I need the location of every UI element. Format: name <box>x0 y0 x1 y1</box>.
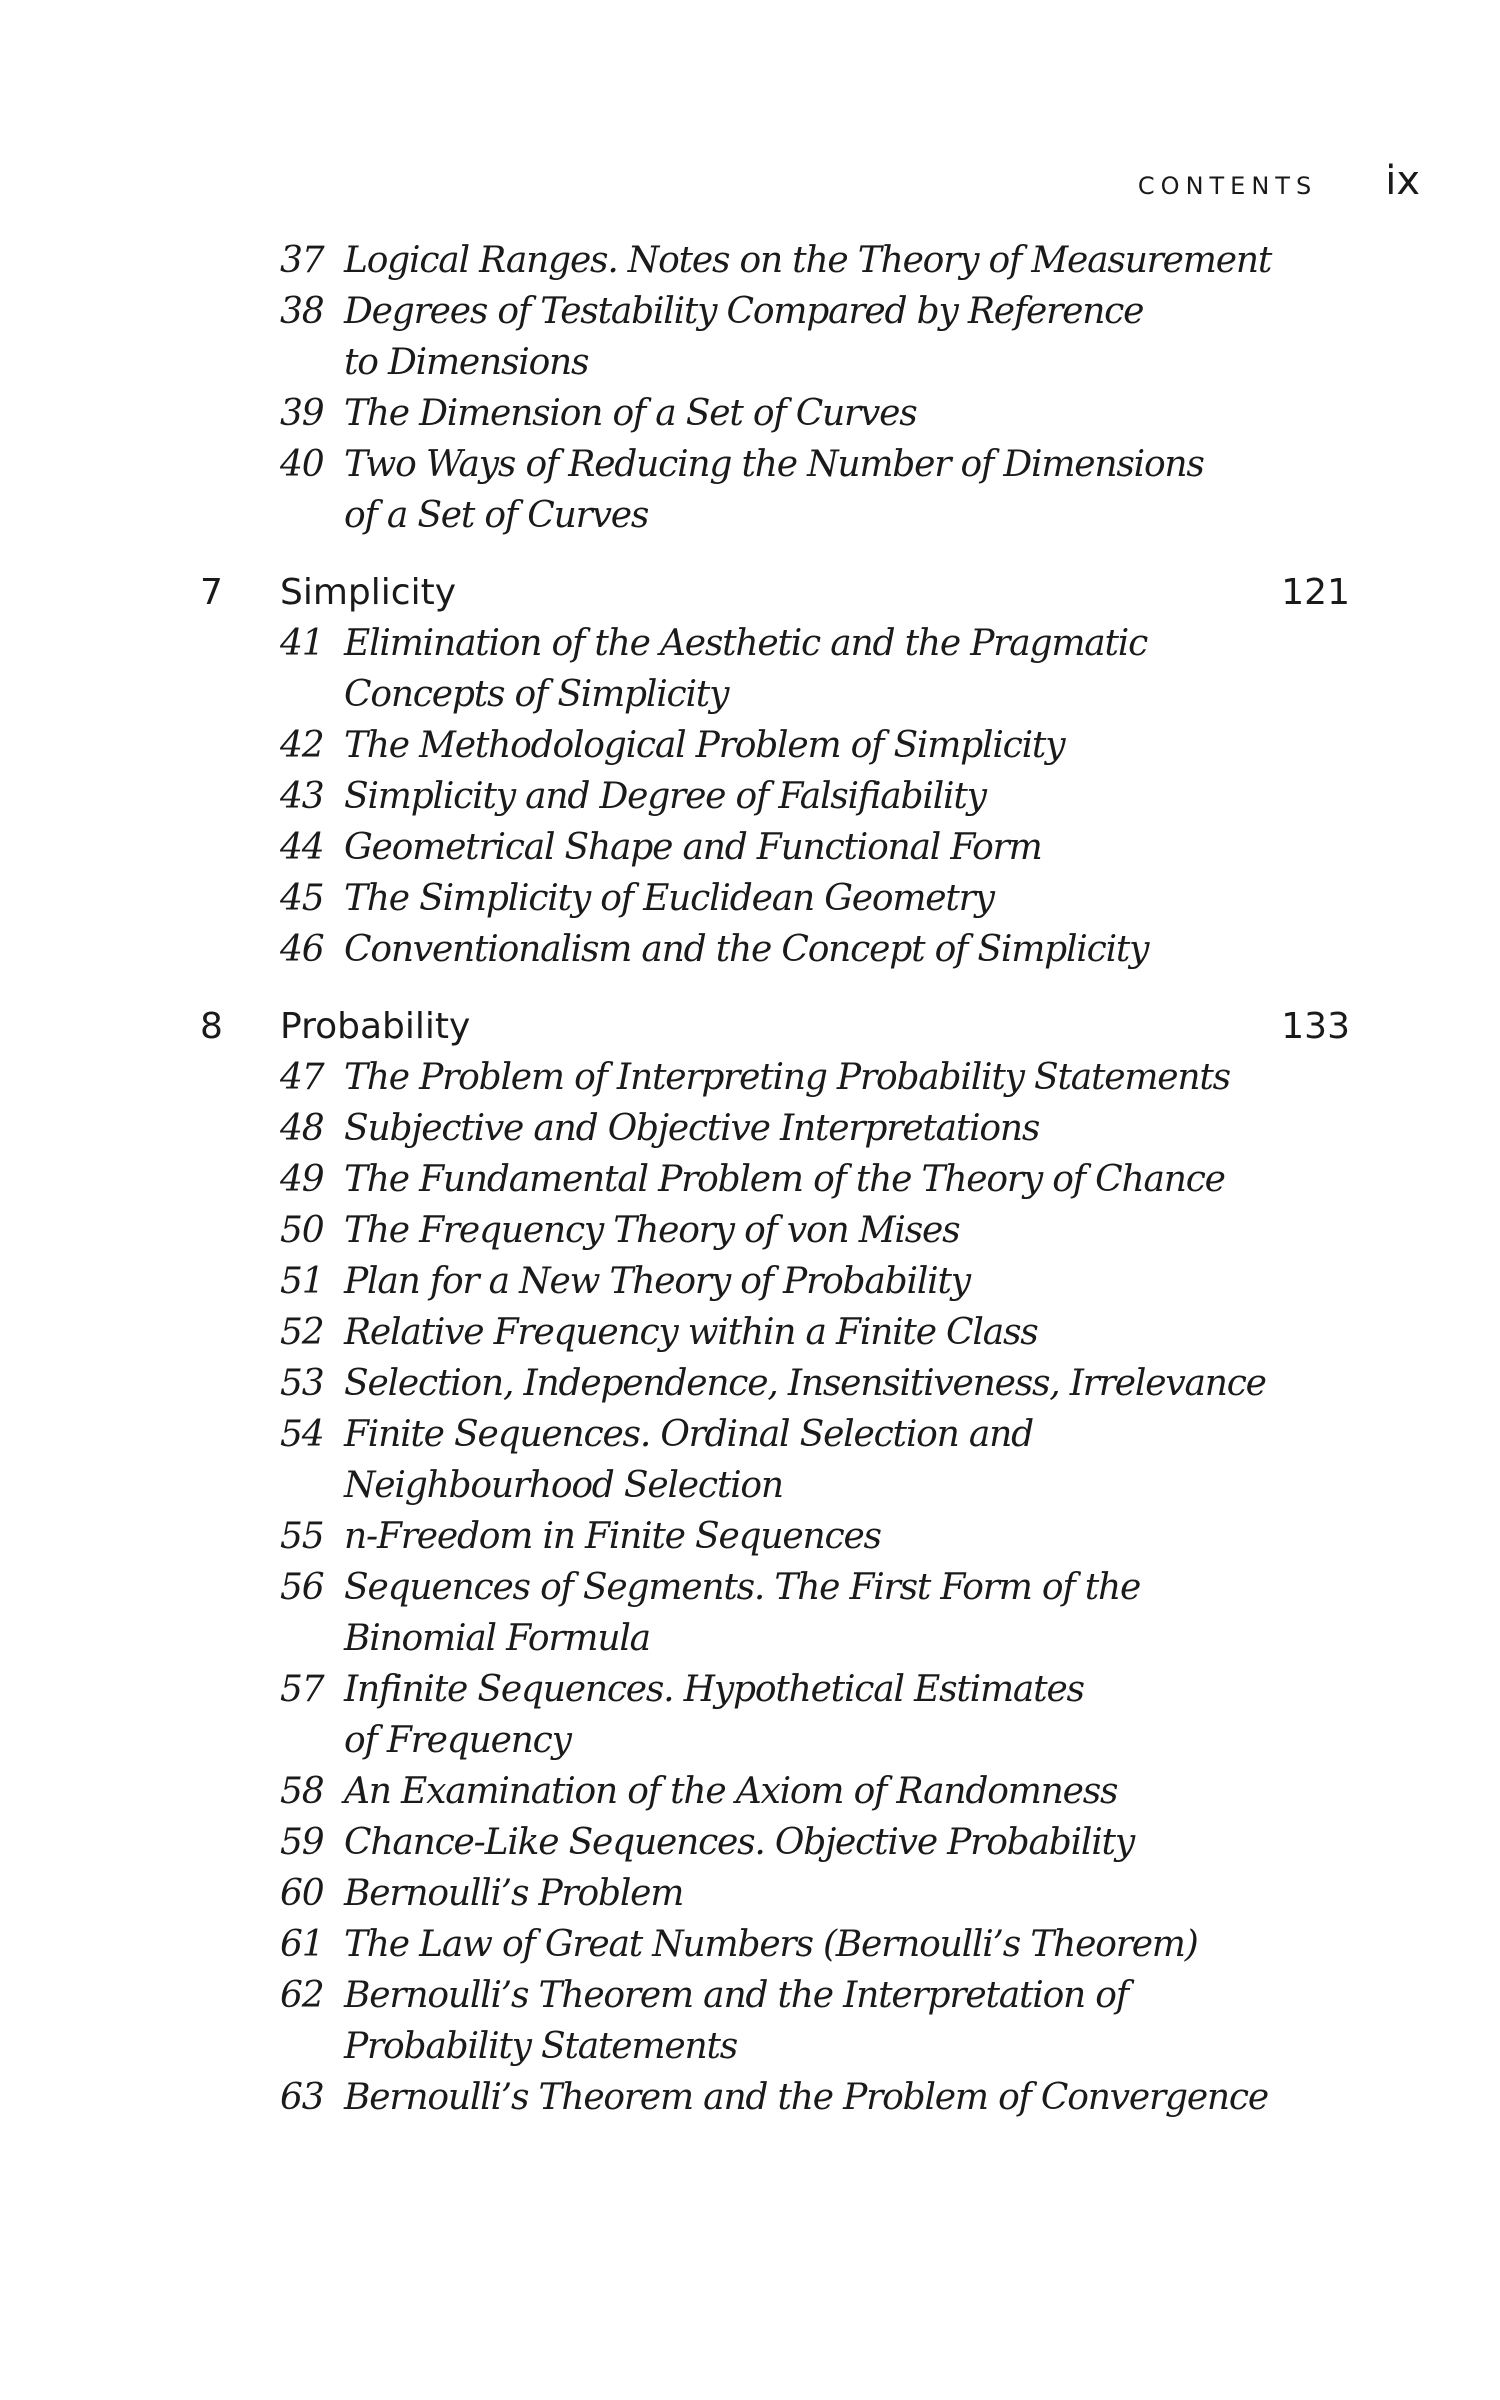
section-number: 53 <box>280 1363 324 1404</box>
section-title: Geometrical Shape and Functional Form <box>344 827 1042 868</box>
section-title: The Fundamental Problem of the Theory of Chance <box>344 1159 1225 1200</box>
running-head <box>1138 158 1420 204</box>
section-title: Logical Ranges. Notes on the Theory of Measurement <box>344 240 1272 281</box>
section-title: n-Freedom in Finite Sequences <box>344 1516 881 1557</box>
toc-section-62[interactable] <box>0 1975 1500 2026</box>
chapter-number: 8 <box>200 1006 223 1047</box>
toc-section-50[interactable] <box>0 1210 1500 1261</box>
toc-section-54[interactable] <box>0 1414 1500 1465</box>
toc-section-46[interactable] <box>0 929 1500 980</box>
section-title: Finite Sequences. Ordinal Selection and <box>344 1414 1033 1455</box>
section-number: 51 <box>280 1261 324 1302</box>
toc-section-40[interactable] <box>0 444 1500 495</box>
section-title: Bernoulli’s Theorem and the Interpretation of <box>344 1975 1128 2016</box>
toc-section-41[interactable] <box>0 623 1500 674</box>
toc-section-55[interactable] <box>0 1516 1500 1567</box>
toc-section-52[interactable] <box>0 1312 1500 1363</box>
toc-section-44[interactable] <box>0 827 1500 878</box>
section-number: 42 <box>280 725 324 766</box>
section-title: The Simplicity of Euclidean Geometry <box>344 878 994 919</box>
toc-section-51[interactable] <box>0 1261 1500 1312</box>
section-title: Bernoulli’s Theorem and the Problem of Convergence <box>344 2077 1268 2118</box>
toc-chapter-8[interactable] <box>0 1006 1500 1057</box>
section-title: Bernoulli’s Problem <box>344 1873 684 1914</box>
toc-section-41-continued[interactable] <box>0 674 1500 725</box>
toc-section-62-continued[interactable] <box>0 2026 1500 2077</box>
section-title: Relative Frequency within a Finite Class <box>344 1312 1038 1353</box>
toc-section-54-continued[interactable] <box>0 1465 1500 1516</box>
section-title: Elimination of the Aesthetic and the Pragmatic <box>344 623 1148 664</box>
section-title: Infinite Sequences. Hypothetical Estimates <box>344 1669 1084 1710</box>
section-title-continued: Concepts of Simplicity <box>344 674 729 715</box>
section-number: 38 <box>280 291 324 332</box>
chapter-title: Probability <box>280 1006 471 1047</box>
section-number: 57 <box>280 1669 324 1710</box>
page-number: ix <box>1385 158 1420 204</box>
section-title: The Dimension of a Set of Curves <box>344 393 917 434</box>
toc-section-48[interactable] <box>0 1108 1500 1159</box>
toc-chapter-7[interactable] <box>0 572 1500 623</box>
section-title: Two Ways of Reducing the Number of Dimensions <box>344 444 1204 485</box>
section-title: The Frequency Theory of von Mises <box>344 1210 960 1251</box>
toc-section-38[interactable] <box>0 291 1500 342</box>
section-title: An Examination of the Axiom of Randomness <box>344 1771 1118 1812</box>
toc-section-43[interactable] <box>0 776 1500 827</box>
section-title-continued: to Dimensions <box>344 342 589 383</box>
section-number: 52 <box>280 1312 324 1353</box>
section-number: 39 <box>280 393 324 434</box>
section-number: 62 <box>280 1975 324 2016</box>
section-title: Chance-Like Sequences. Objective Probability <box>344 1822 1134 1863</box>
section-number: 63 <box>280 2077 324 2118</box>
toc-section-61[interactable] <box>0 1924 1500 1975</box>
section-number: 55 <box>280 1516 324 1557</box>
toc-section-49[interactable] <box>0 1159 1500 1210</box>
section-number: 61 <box>280 1924 324 1965</box>
section-title: The Problem of Interpreting Probability Statements <box>344 1057 1230 1098</box>
section-number: 59 <box>280 1822 324 1863</box>
toc-section-56-continued[interactable] <box>0 1618 1500 1669</box>
toc-section-56[interactable] <box>0 1567 1500 1618</box>
section-title: Sequences of Segments. The First Form of the <box>344 1567 1141 1608</box>
section-title-continued: of Frequency <box>344 1720 571 1761</box>
toc-section-45[interactable] <box>0 878 1500 929</box>
toc-section-59[interactable] <box>0 1822 1500 1873</box>
section-number: 50 <box>280 1210 324 1251</box>
toc-section-39[interactable] <box>0 393 1500 444</box>
section-title: Selection, Independence, Insensitiveness, Irrelevance <box>344 1363 1266 1404</box>
section-title: Conventionalism and the Concept of Simplicity <box>344 929 1149 970</box>
toc-section-58[interactable] <box>0 1771 1500 1822</box>
section-number: 45 <box>280 878 324 919</box>
section-title: Plan for a New Theory of Probability <box>344 1261 970 1302</box>
toc-section-47[interactable] <box>0 1057 1500 1108</box>
section-title: The Methodological Problem of Simplicity <box>344 725 1065 766</box>
section-number: 41 <box>280 623 324 664</box>
section-title: The Law of Great Numbers (Bernoulli’s Theorem) <box>344 1924 1198 1965</box>
section-number: 40 <box>280 444 324 485</box>
toc-section-60[interactable] <box>0 1873 1500 1924</box>
section-number: 48 <box>280 1108 324 1149</box>
section-number: 37 <box>280 240 324 281</box>
toc-section-38-continued[interactable] <box>0 342 1500 393</box>
toc-section-57[interactable] <box>0 1669 1500 1720</box>
section-number: 56 <box>280 1567 324 1608</box>
running-title: CONTENTS <box>1137 172 1318 200</box>
section-number: 47 <box>280 1057 324 1098</box>
section-number: 49 <box>280 1159 324 1200</box>
toc-section-40-continued[interactable] <box>0 495 1500 546</box>
toc-section-42[interactable] <box>0 725 1500 776</box>
toc-section-53[interactable] <box>0 1363 1500 1414</box>
toc-section-63[interactable] <box>0 2077 1500 2128</box>
section-number: 44 <box>280 827 324 868</box>
section-number: 46 <box>280 929 324 970</box>
toc-section-57-continued[interactable] <box>0 1720 1500 1771</box>
chapter-page-number: 121 <box>1281 572 1350 613</box>
toc-section-37[interactable] <box>0 240 1500 291</box>
chapter-title: Simplicity <box>280 572 456 613</box>
section-title-continued: of a Set of Curves <box>344 495 649 536</box>
section-number: 43 <box>280 776 324 817</box>
section-title: Subjective and Objective Interpretations <box>344 1108 1040 1149</box>
section-title: Degrees of Testability Compared by Reference <box>344 291 1144 332</box>
section-title-continued: Binomial Formula <box>344 1618 650 1659</box>
section-title: Simplicity and Degree of Falsifiability <box>344 776 986 817</box>
section-number: 58 <box>280 1771 324 1812</box>
table-of-contents <box>0 240 1500 2128</box>
section-title-continued: Neighbourhood Selection <box>344 1465 783 1506</box>
section-number: 54 <box>280 1414 324 1455</box>
section-number: 60 <box>280 1873 324 1914</box>
chapter-page-number: 133 <box>1281 1006 1350 1047</box>
section-title-continued: Probability Statements <box>344 2026 737 2067</box>
chapter-number: 7 <box>200 572 223 613</box>
